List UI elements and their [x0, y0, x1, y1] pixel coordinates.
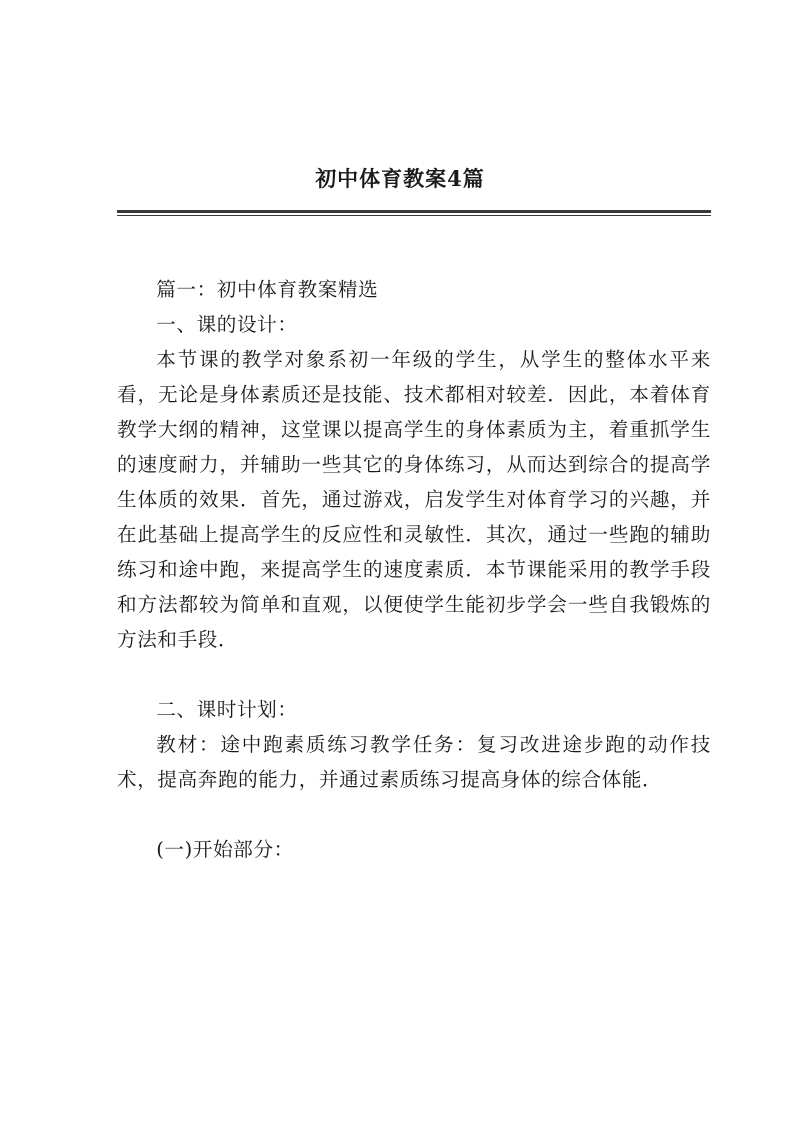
title-divider — [117, 210, 711, 213]
section-heading-lesson-plan: 二、课时计划： — [156, 698, 298, 721]
paragraph-spacer — [117, 797, 711, 832]
section-heading-course-design: 一、课的设计： — [156, 313, 298, 336]
document-body — [117, 272, 711, 867]
document-title: 初中体育教案4篇 — [315, 166, 485, 191]
paragraph-lesson-plan: 教材：途中跑素质练习教学任务：复习改进途步跑的动作技术，提高奔跑的能力，并通过素质练习提高身体的综合体能． — [117, 733, 711, 791]
paragraph-course-design: 本节课的教学对象系初一年级的学生，从学生的整体水平来看，无论是身体素质还是技能、技术都相对较差．因此，本着体育教学大纲的精神，这堂课以提高学生的身体素质为主，着重抓学生的速度耐力，并辅助一些其它的身体练习，从而达到综合的提高学生体质的效果．首先，通过游戏，启发学生对体育学习的兴趣，并在此基础上提高学生的反应性和灵敏性．其次，通过一些跑的辅助练习和途中跑，来提高学生的速度素质．本节课能采用的教学手段和方法都较为简单和直观，以便使学生能初步学会一些自我锻炼的方法和手段． — [117, 348, 711, 651]
paragraph-spacer — [117, 657, 711, 692]
section-heading-opening-part: (一)开始部分： — [156, 838, 294, 861]
section-heading-part-one: 篇一：初中体育教案精选 — [156, 278, 379, 301]
